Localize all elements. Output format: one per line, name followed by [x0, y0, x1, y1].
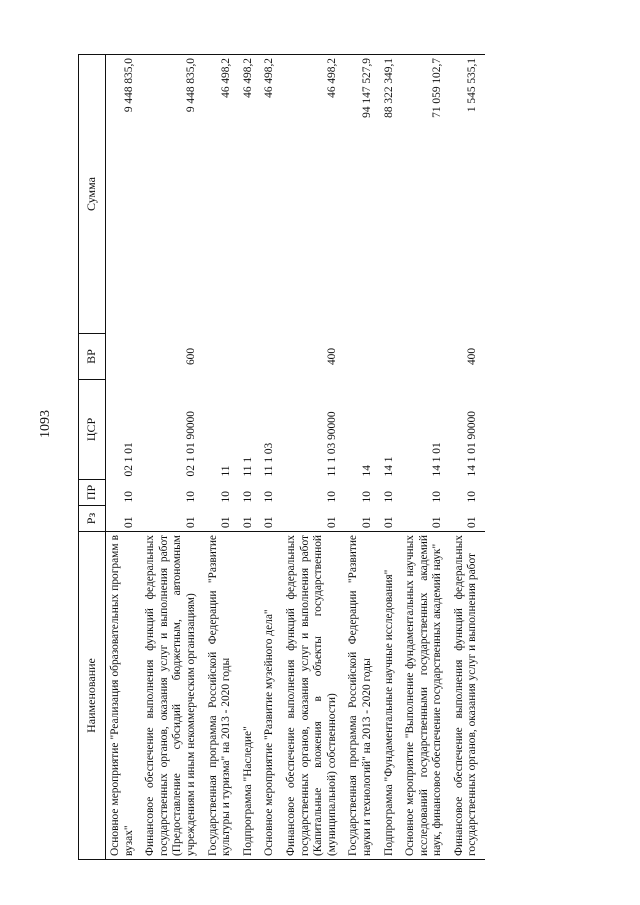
row-name: Государственная программа Российской Федерации "Развитие культуры и туризма" на 2013 - 2020 годы	[204, 532, 239, 860]
row-csr: 11	[220, 465, 233, 477]
row-pr: 10	[263, 491, 276, 503]
row-name: Подпрограмма "Фундаментальные научные исследования"	[380, 532, 402, 860]
row-sum: 46 498,2	[204, 55, 239, 334]
header-vr: ВР	[79, 334, 106, 380]
row-pr: 10	[360, 491, 373, 503]
row-sum: 9 448 835,0	[141, 55, 203, 334]
row-vr: 600	[184, 347, 197, 366]
row-rz: 01	[220, 516, 233, 528]
header-pr: ПР	[79, 480, 106, 506]
table-row	[106, 55, 142, 860]
row-name: Основное мероприятие "Развитие музейного дела"	[260, 532, 282, 860]
rotated-table-container	[78, 55, 588, 860]
row-vr	[260, 334, 282, 380]
header-name: Наименование	[79, 532, 106, 860]
row-rz: 01	[122, 516, 135, 528]
row-rz: 01	[241, 516, 254, 528]
row-sum: 9 448 835,0	[106, 55, 142, 334]
row-pr: 10	[325, 491, 338, 503]
row-rz: 01	[360, 516, 373, 528]
row-vr: 400	[325, 347, 338, 366]
row-sum: 88 322 349,1	[380, 55, 402, 334]
table-row	[282, 55, 344, 860]
row-sum: 46 498,2	[282, 55, 344, 334]
header-rz: Рз	[79, 506, 106, 532]
row-vr	[401, 334, 450, 380]
row-pr: 10	[122, 491, 135, 503]
row-sum: 46 498,2	[239, 55, 261, 334]
row-pr: 10	[382, 491, 395, 503]
row-name: Основное мероприятие "Реализация образовательных программ в вузах"	[106, 532, 142, 860]
row-name: Подпрограмма "Наследие"	[239, 532, 261, 860]
table-row	[260, 55, 282, 860]
table-row	[204, 55, 239, 860]
row-csr: 14 1	[382, 456, 395, 477]
row-pr: 10	[466, 491, 479, 503]
row-csr: 02 1 01 90000	[184, 411, 197, 477]
row-sum: 94 147 527,9	[344, 55, 379, 334]
row-name: Финансовое обеспечение выполнения функций федеральных государственных органов, оказания услуг и выполнения работ	[450, 532, 485, 860]
row-csr: 14 1 01	[431, 442, 444, 477]
row-name: Финансовое обеспечение выполнения функций федеральных государственных органов, оказания услуг и выполнения работ (Капитальные вложения в объекты государственной (муниципальной) собственности)	[282, 532, 344, 860]
budget-table	[78, 54, 485, 860]
table-row	[239, 55, 261, 860]
table-row	[401, 55, 450, 860]
header-csr: ЦСР	[79, 380, 106, 480]
row-rz: 01	[184, 516, 197, 528]
row-rz: 01	[263, 516, 276, 528]
row-vr	[204, 334, 239, 380]
row-vr	[106, 334, 142, 380]
table-row	[344, 55, 379, 860]
row-rz: 01	[431, 516, 444, 528]
row-sum: 46 498,2	[260, 55, 282, 334]
row-sum: 1 545 535,1	[450, 55, 485, 334]
row-pr: 10	[241, 491, 254, 503]
row-csr: 11 1 03 90000	[325, 411, 338, 477]
row-rz: 01	[382, 516, 395, 528]
page-number: 1093	[38, 410, 53, 438]
row-csr: 11 1 03	[263, 442, 276, 477]
row-csr: 11 1	[241, 456, 254, 477]
table-row	[141, 55, 203, 860]
row-rz: 01	[466, 516, 479, 528]
row-sum: 71 059 102,7	[401, 55, 450, 334]
row-csr: 14 1 01 90000	[466, 411, 479, 477]
row-name: Основное мероприятие "Выполнение фундаментальных научных исследований государственными государственных академий наук, финансовое обеспечение государственных академий наук"	[401, 532, 450, 860]
table-header-row	[79, 55, 106, 860]
row-vr	[344, 334, 379, 380]
table-row	[450, 55, 485, 860]
row-csr: 02 1 01	[122, 442, 135, 477]
row-pr: 10	[431, 491, 444, 503]
header-sum: Сумма	[79, 55, 106, 334]
row-pr: 10	[184, 491, 197, 503]
table-row	[380, 55, 402, 860]
row-name: Финансовое обеспечение выполнения функций федеральных государственных органов, оказания услуг и выполнения работ (Предоставление субсидий бюджетным, автономным учреждениям и иным некоммерческим организациям)	[141, 532, 203, 860]
row-pr: 10	[220, 491, 233, 503]
row-vr: 400	[466, 347, 479, 366]
row-vr	[239, 334, 261, 380]
row-name: Государственная программа Российской Федерации "Развитие науки и технологий" на 2013 - 2020 годы	[344, 532, 379, 860]
row-vr	[380, 334, 402, 380]
row-rz: 01	[325, 516, 338, 528]
row-csr: 14	[360, 465, 373, 477]
